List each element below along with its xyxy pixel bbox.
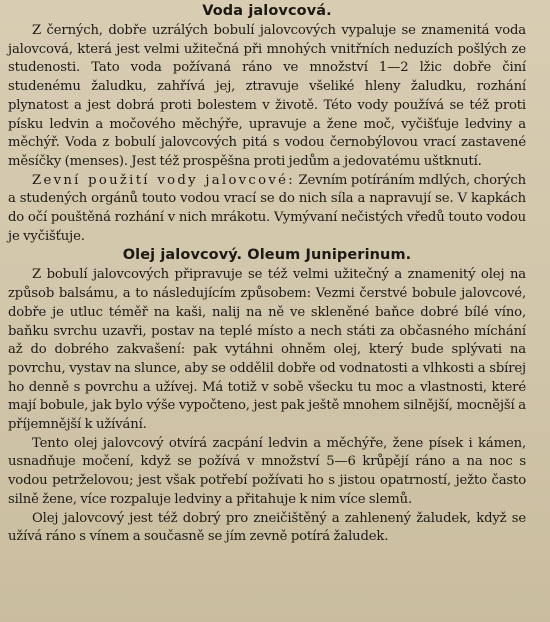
section-heading-olej-jalovcovy: Olej jalovcový. Oleum Juniperinum. <box>122 247 412 264</box>
external-use-label: Zevní použití vody jalovcové: <box>32 172 295 188</box>
external-use-text: Zevním potíráním mdlých, chorých a studených orgánů touto vodou vrací se do nich síla a napravují se. V kapkách do očí pouštěná rozhání v nich mrákotu. Vymývaní nečistých vředů touto vodou je vyčišťuje. <box>8 172 526 244</box>
paragraph-olej-use-kidneys: Tento olej jalovcový otvírá zacpání ledvin a měchýře, žene písek i kámen, usnadňuje močení, když se požívá v množství 5—6 krůpějí ráno a na noc s vodou petrželovou; jest však potřebí požívati ho s jistou opatrností, ježto často silně žene, více rozpaluje ledviny a přitahuje k nim více slemů. <box>8 435 526 507</box>
paragraph-external-use <box>8 172 526 247</box>
paragraph-olej-use-stomach: Olej jalovcový jest též dobrý pro zneičištěný a zahlenený žaludek, když se užívá ráno s vínem a současně se jím zevně potírá žaludek. <box>8 510 526 545</box>
paragraph-voda-description: Z černých, dobře uzrálých bobulí jalovcových vypaluje se znamenitá voda jalovcová, která jest velmi užitečná při mnohých vnitřních neduzích pošlých ze studenosti. Tato voda požívaná ráno ve množství 1—2 lžic dobře činí studenému žaludku, zahřívá jej, ztravuje všeliké hleny žaludku, rozhání plynatost a jest dobrá proti bolestem v životě. Této vody používá se též proti písku ledvin a močového měchýře, upravuje a žene moč, vyčišťuje ledviny a měchýř. Voda z bobulí jalovcových pitá s vodou černobýlovou vrací zastavené měsíčky (menses). Jest též prospěšna proti jedům a jedovatému uštknutí. <box>8 23 526 169</box>
paragraph-olej-preparation: Z bobulí jalovcových připravuje se též velmi užitečný a znamenitý olej na způsob balsámu, a to následujícím způsobem: Vezmi čerstvé bobule jalovcové, dobře je utluc téměř na kaši, nalij na ně ve skleněné baňce dobré bílé víno, baňku svrchu uzavři, postav na teplé místo a nech státi za občasného míchání až do dobrého zakvašení: pak vytáhni ohněm olej, který bude splývati na povrchu, vystav na slunce, aby se oddělil dobře od vodnatosti a vlhkosti a sbírej ho denně s povrchu a užívej. Má totiž v sobě všecku tu moc a vlastnosti, které mají bobule, jak bylo výše vypočteno, jest pak ještě mnohem silnější, mocnější a příjemnější k užívání. <box>8 267 526 433</box>
section-heading-voda-jalovcova: Voda jalovcová. <box>202 3 332 19</box>
